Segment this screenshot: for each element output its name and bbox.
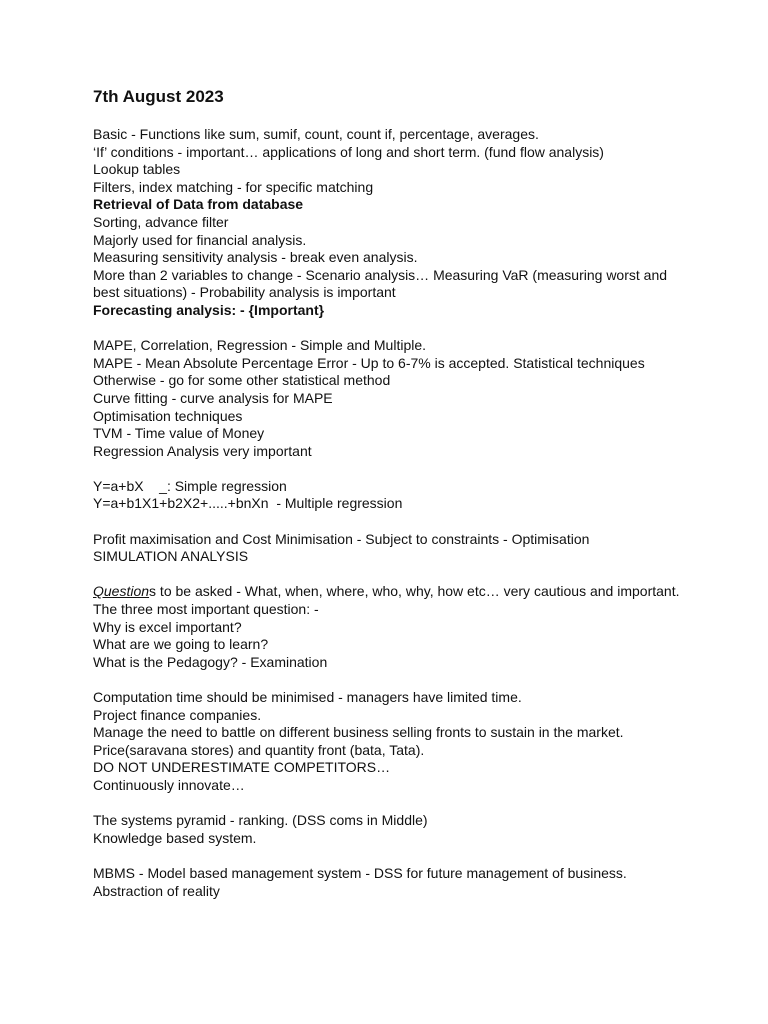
- text-line: Optimisation techniques: [93, 407, 243, 424]
- text-line: Why is excel important?: [93, 618, 242, 635]
- text-line: ‘If’ conditions - important… applications of long and short term. (fund flow analysis): [93, 143, 604, 160]
- text-line: SIMULATION ANALYSIS: [93, 548, 249, 565]
- text-line: Basic - Functions like sum, sumif, count, count if, percentage, averages.: [93, 126, 539, 142]
- text-line: MAPE, Correlation, Regression - Simple and Multiple.: [93, 337, 427, 354]
- text-line: Regression Analysis very important: [93, 442, 312, 459]
- blank-line: [93, 566, 693, 584]
- bold-heading-forecasting: Forecasting analysis: - {Important}: [93, 301, 325, 318]
- formula-line: Y=a+bX _: Simple regression: [93, 477, 287, 494]
- text-line: Lookup tables: [93, 161, 181, 178]
- questions-word: Question: [93, 583, 150, 600]
- questions-paragraph: [93, 583, 693, 601]
- text-line: What are we going to learn?: [93, 636, 269, 653]
- blank-line: [93, 460, 693, 478]
- text-line: What is the Pedagogy? - Examination: [93, 653, 328, 670]
- text-line: The three most important question: -: [93, 601, 319, 618]
- text-line: MAPE - Mean Absolute Percentage Error - Up to 6-7% is accepted. Statistical techniques: [93, 354, 645, 371]
- document-title: 7th August 2023: [93, 87, 224, 106]
- text-line: Project finance companies.: [93, 706, 262, 723]
- text-line: Computation time should be minimised - managers have limited time.: [93, 689, 522, 705]
- formula-line: Y=a+b1X1+b2X2+.....+bnXn - Multiple regression: [93, 495, 403, 512]
- text-line: More than 2 variables to change - Scenario analysis… Measuring VaR (measuring worst and best situations) - Probability analysis is important: [93, 266, 671, 301]
- document-page: [93, 86, 693, 900]
- text-line: Filters, index matching - for specific matching: [93, 178, 374, 195]
- blank-line: [93, 671, 693, 689]
- text-line: Sorting, advance filter: [93, 213, 229, 230]
- blank-line: [93, 320, 693, 338]
- text-line: The systems pyramid - ranking. (DSS coms in Middle): [93, 812, 428, 829]
- blank-line: [93, 513, 693, 531]
- text-line: Measuring sensitivity analysis - break even analysis.: [93, 249, 418, 266]
- text-line: Profit maximisation and Cost Minimisation - Subject to constraints - Optimisation: [93, 530, 590, 547]
- text-line: TVM - Time value of Money: [93, 425, 265, 442]
- text-line: DO NOT UNDERESTIMATE COMPETITORS…: [93, 759, 391, 776]
- text-line: Price(saravana stores) and quantity front (bata, Tata).: [93, 741, 425, 758]
- blank-line: [93, 847, 693, 865]
- questions-rest: s to be asked - What, when, where, who, why, how etc… very cautious and important.: [149, 583, 680, 600]
- bold-heading-retrieval: Retrieval of Data from database: [93, 196, 304, 213]
- text-line: Manage the need to battle on different business selling fronts to sustain in the market.: [93, 724, 624, 741]
- text-line: Curve fitting - curve analysis for MAPE: [93, 389, 333, 406]
- blank-line: [93, 795, 693, 813]
- text-line: MBMS - Model based management system - DSS for future management of business.: [93, 864, 627, 881]
- text-line: Otherwise - go for some other statistical method: [93, 372, 391, 389]
- text-line: Abstraction of reality: [93, 882, 220, 899]
- text-line: Knowledge based system.: [93, 829, 257, 846]
- text-line: Continuously innovate…: [93, 776, 245, 793]
- text-line: Majorly used for financial analysis.: [93, 231, 307, 248]
